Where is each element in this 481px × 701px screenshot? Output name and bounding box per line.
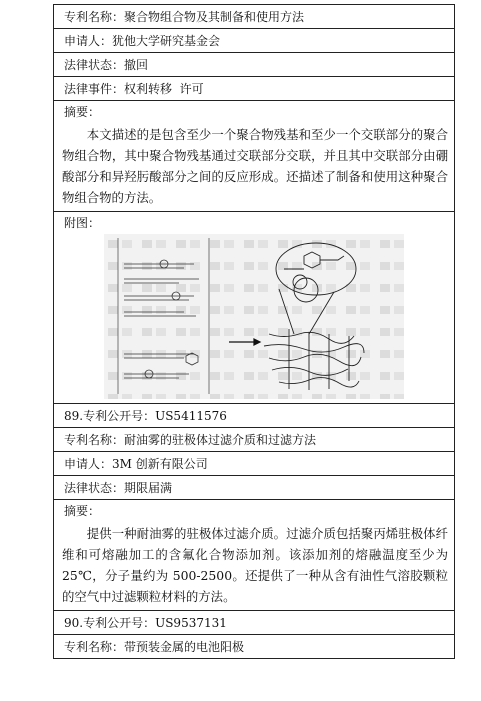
abstract-row (54, 500, 454, 611)
patent-name-row (54, 428, 454, 452)
patent-figure-image (104, 234, 404, 399)
applicant-value: 犹他大学研究基金会 (112, 33, 221, 48)
applicant-row (54, 452, 454, 476)
publication-number-row (54, 611, 454, 635)
patent-name-value: 聚合物组合物及其制备和使用方法 (124, 9, 305, 24)
field-label: 法律状态： (64, 480, 125, 495)
field-label: 专利名称： (64, 9, 125, 24)
field-label: 专利名称： (64, 432, 125, 447)
figure-row (54, 212, 454, 404)
patent-name-value: 带预装金属的电池阳极 (124, 639, 245, 654)
legal-event-value: 权利转移 许可 (124, 81, 204, 96)
field-label: 申请人： (64, 33, 113, 48)
field-label: 89.专利公开号： (64, 408, 156, 423)
field-label: 专利名称： (64, 639, 125, 654)
abstract-row (54, 101, 454, 212)
patent-name-value: 耐油雾的驻极体过滤介质和过滤方法 (124, 432, 317, 447)
abstract-label: 摘要： (64, 504, 101, 518)
field-label: 法律状态： (64, 57, 125, 72)
abstract-text-block (54, 523, 454, 610)
legal-status-value: 期限届满 (124, 480, 173, 495)
field-label: 90.专利公开号： (64, 615, 156, 630)
field-label: 申请人： (64, 456, 113, 471)
applicant-row (54, 29, 454, 53)
legal-event-row (54, 77, 454, 101)
abstract-text: 提供一种耐油雾的驻极体过滤介质。过滤介质包括聚丙烯驻极体纤维和可熔融加工的含氟化合物添加剂。该添加剂的熔融温度至少为 25℃，分子量约为 500-2500。还提供了一种从含有油性气溶胶颗粒的空气中过滤颗粒材料的方法。 (62, 526, 448, 604)
applicant-value: 3M 创新有限公司 (112, 456, 208, 471)
patent-name-row (54, 635, 454, 659)
publication-number-row (54, 404, 454, 428)
legal-status-value: 撤回 (124, 57, 149, 72)
legal-status-row (54, 53, 454, 77)
abstract-label: 摘要： (64, 105, 101, 119)
field-label: 法律事件： (64, 81, 125, 96)
publication-number-value: US9537131 (155, 615, 227, 630)
patent-table (53, 4, 455, 659)
legal-status-row (54, 476, 454, 500)
chemical-structure-figure (104, 234, 404, 399)
figure-label: 附图： (64, 216, 101, 230)
abstract-text-block (54, 124, 454, 211)
publication-number-value: US5411576 (155, 408, 227, 423)
abstract-text: 本文描述的是包含至少一个聚合物残基和至少一个交联部分的聚合物组合物，其中聚合物残基通过交联部分交联，并且其中交联部分由硼酸部分和异羟肟酸部分之间的反应形成。还描述了制备和使用这种聚合物组合物的方法。 (62, 127, 448, 205)
patent-name-row (54, 5, 454, 29)
